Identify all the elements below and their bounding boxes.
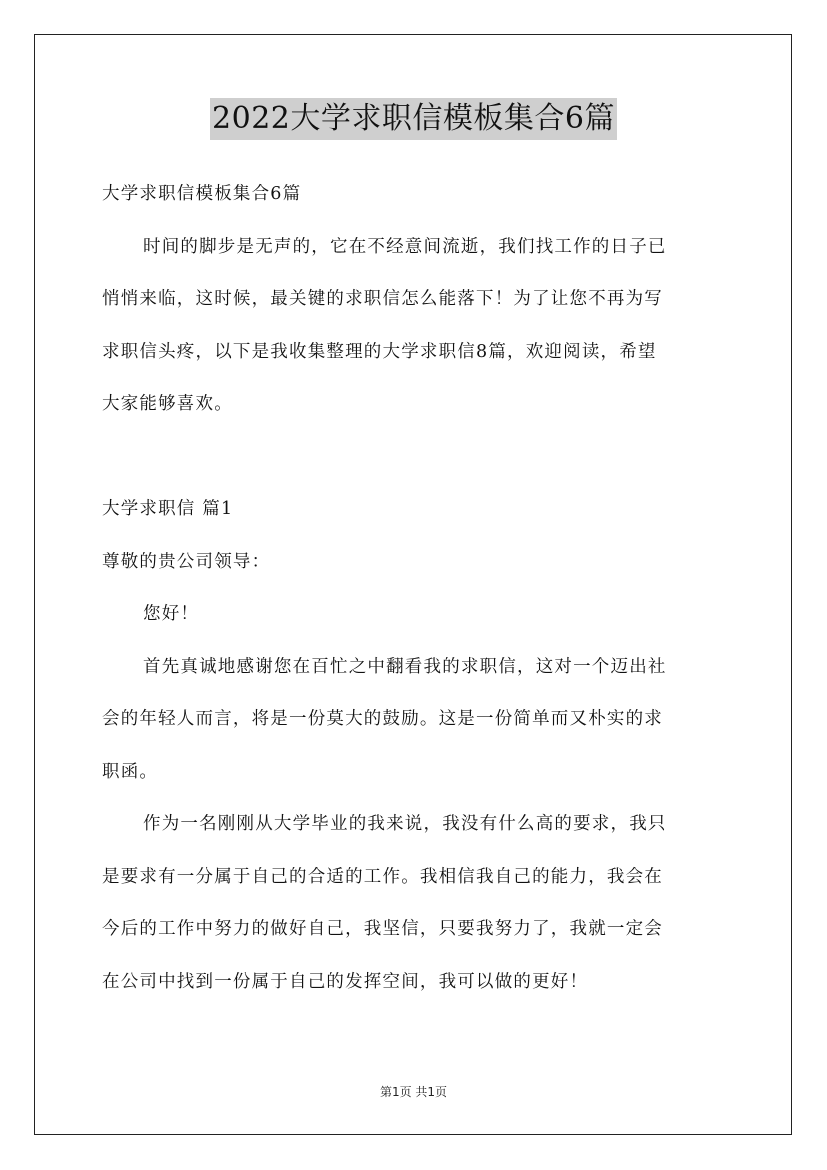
- paragraph-line: 职函。: [102, 761, 159, 782]
- paragraph-line: 在公司中找到一份属于自己的发挥空间，我可以做的更好！: [102, 971, 589, 992]
- blank-line: [102, 435, 726, 488]
- intro-line: 求职信头疼，以下是我收集整理的大学求职信8篇，欢迎阅读，希望: [102, 341, 657, 362]
- paragraph-line: 是要求有一分属于自己的合适的工作。我相信我自己的能力，我会在: [102, 866, 663, 887]
- greeting: 您好！: [143, 604, 200, 624]
- intro-line: 悄悄来临，这时候，最关键的求职信怎么能落下！为了让您不再为写: [102, 289, 663, 309]
- document-body: [102, 172, 726, 1012]
- document-title: 2022大学求职信模板集合6篇: [210, 98, 617, 140]
- paragraph-line: 今后的工作中努力的做好自己，我坚信，只要我努力了，我就一定会: [102, 919, 663, 939]
- paragraph-line: 会的年轻人而言，将是一份莫大的鼓励。这是一份简单而又朴实的求: [102, 709, 663, 729]
- intro-line: 时间的脚步是无声的，它在不经意间流逝，我们找工作的日子已: [143, 236, 667, 257]
- page-number-footer: 第1页 共1页: [379, 1085, 448, 1099]
- intro-line: 大家能够喜欢。: [102, 394, 233, 414]
- paragraph-line: 作为一名刚刚从大学毕业的我来说，我没有什么高的要求，我只: [143, 814, 667, 834]
- section-heading: 大学求职信 篇1: [102, 499, 234, 519]
- salutation: 尊敬的贵公司领导：: [102, 551, 271, 572]
- paragraph-line: 首先真诚地感谢您在百忙之中翻看我的求职信，这对一个迈出社: [143, 656, 667, 677]
- document-subtitle: 大学求职信模板集合6篇: [102, 184, 302, 204]
- title-container: [0, 98, 827, 140]
